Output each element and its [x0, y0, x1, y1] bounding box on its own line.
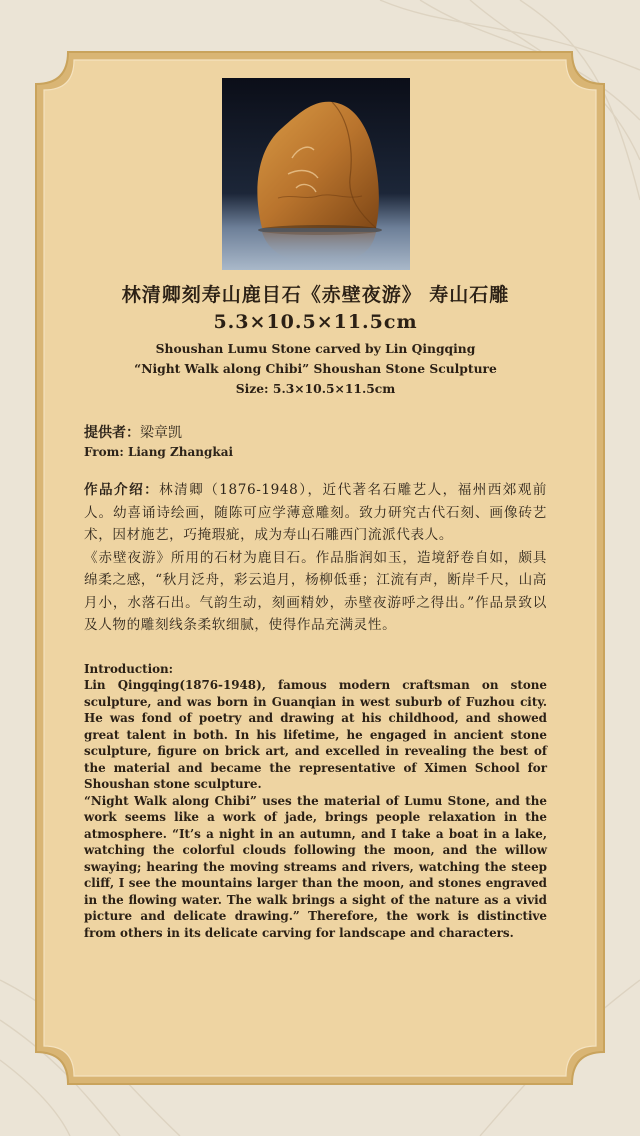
provider-cn — [84, 423, 547, 443]
intro-cn-paragraph-1 — [84, 479, 547, 547]
intro-en-paragraph-1: Lin Qingqing(1876-1948), famous modern craftsman on stone sculpture, and was born in Guanqian in west suburb of Fuzhou city. He was fond of poetry and drawing at his childhood, and showed great talent in both. In his lifetime, he engaged in ancient stone sculpture, figure on brick art, and excelled in revealing the best of the material and became the representative of Ximen School for Shoushan stone sculpture. — [84, 678, 547, 791]
provider-name-cn: 梁章凯 — [140, 425, 182, 441]
intro-cn-paragraph-2: 《赤壁夜游》所用的石材为鹿目石。作品脂润如玉，造境舒卷自如，颇具绵柔之感，“秋月泛舟，彩云追月，杨柳低垂；江流有声，断岸千尺，山高月小，水落石出。气韵生动，刻画精妙，赤壁夜游呼之得出。”作品景致以及人物的雕刻线条柔软细腻，使得作品充满灵性。 — [84, 549, 547, 633]
artwork-title-en — [84, 339, 547, 399]
intro-en — [84, 661, 547, 942]
artwork-size-cn: 5.3×10.5×11.5cm — [213, 311, 418, 333]
card-content — [84, 78, 547, 941]
intro-en-paragraph-2: “Night Walk along Chibi” uses the material of Lumu Stone, and the work seems like a work of jade, brings people relaxation in the atmosphere. “It’s a night in an autumn, and I take a boat in a lake, watching the colorful clouds following the moon, and the willow swaying; hearing the moving streams and rivers, watching the steep cliff, I see the mountains larger than the moon, and stones engraved in the flowing water. The walk brings a sight of the nature as a vivid picture and delicate drawing.” Therefore, the work is distinctive from others in its delicate carving for landscape and characters. — [84, 793, 547, 940]
provider-en: From: Liang Zhangkai — [84, 445, 234, 459]
artwork-photo — [222, 78, 410, 270]
size-en: Size: 5.3×10.5×11.5cm — [235, 381, 396, 396]
title-en-line1: Shoushan Lumu Stone carved by Lin Qingqing — [155, 341, 476, 356]
stone-carving-image — [222, 78, 410, 270]
intro-en-label: Introduction: — [84, 661, 174, 676]
provider-label-cn: 提供者： — [84, 425, 140, 441]
intro-cn — [84, 479, 547, 637]
intro-label-cn: 作品介绍： — [84, 482, 160, 498]
artwork-title-cn: 林清卿刻寿山鹿目石《赤壁夜游》 寿山石雕 — [121, 284, 510, 306]
intro-cn-text-1: 林清卿（1876-1948），近代著名石雕艺人，福州西郊观前人。幼喜诵诗绘画，随陈可应学薄意雕刻。致力研究古代石刻、画像砖艺术，因材施艺，巧掩瑕疵，成为寿山石雕西门流派代表人。 — [84, 482, 548, 543]
title-en-line2: “Night Walk along Chibi” Shoushan Stone Sculpture — [134, 361, 497, 376]
